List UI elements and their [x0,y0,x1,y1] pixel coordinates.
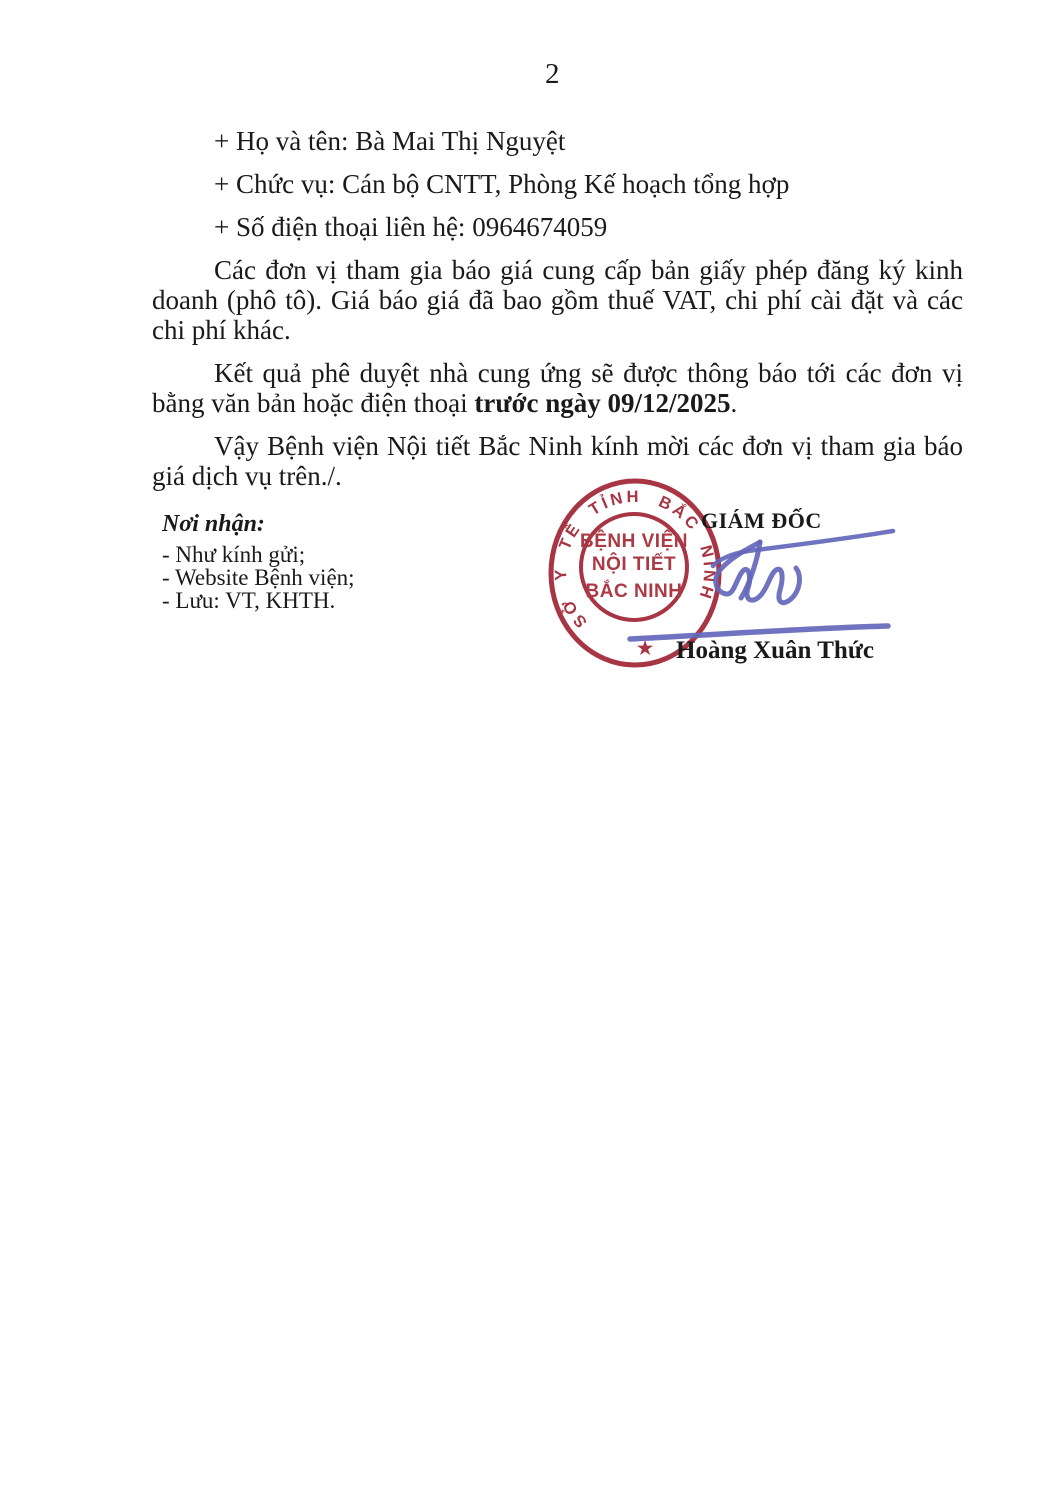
recipient-item: - Website Bệnh viện; [162,565,355,590]
recipients-block [162,511,355,612]
approval-result-period: . [730,388,738,418]
contact-phone-line: + Số điện thoại liên hệ: 0964674059 [214,212,608,242]
recipient-item: - Lưu: VT, KHTH. [162,588,336,613]
paragraph-invitation: Vậy Bệnh viện Nội tiết Bắc Ninh kính mời các đơn vị tham gia báo giá dịch vụ trên./. [152,431,963,491]
paragraph-approval-result [152,358,963,418]
paragraph-registration: Các đơn vị tham gia báo giá cung cấp bản giấy phép đăng ký kinh doanh (phô tô). Giá báo giá đã bao gồm thuế VAT, chi phí cài đặt và các chi phí khác. [152,255,963,345]
stamp-ring-text: SỞ Y TẾ TỈNH BẮC NINH [551,487,719,631]
contact-name-line: + Họ và tên: Bà Mai Thị Nguyệt [214,126,566,156]
recipient-item: - Như kính gửi; [162,542,306,567]
signature-ink [600,512,910,652]
signer-name: Hoàng Xuân Thức [676,637,874,664]
stamp-center-line3: BẮC NINH [585,581,683,602]
document-body [152,126,963,504]
signature-flourish-stroke [713,531,893,566]
stamp-star-icon: ★ [635,636,655,660]
recipients-title: Nơi nhận: [162,511,265,537]
contact-position-line: + Chức vụ: Cán bộ CNTT, Phòng Kế hoạch tổng hợp [214,169,790,199]
stamp-center-line2: NỘI TIẾT [591,554,677,575]
deadline-date-text: trước ngày 09/12/2025 [474,388,731,418]
approval-result-text: Kết quả phê duyệt nhà cung ứng sẽ được thông báo tới các đơn vị bằng văn bản hoặc điện thoại [152,358,963,418]
signer-title: GIÁM ĐỐC [701,508,822,533]
signature-underline-stroke [630,626,888,639]
stamp-center-line1: BỆNH VIỆN [580,531,688,552]
page-number: 2 [545,58,560,90]
